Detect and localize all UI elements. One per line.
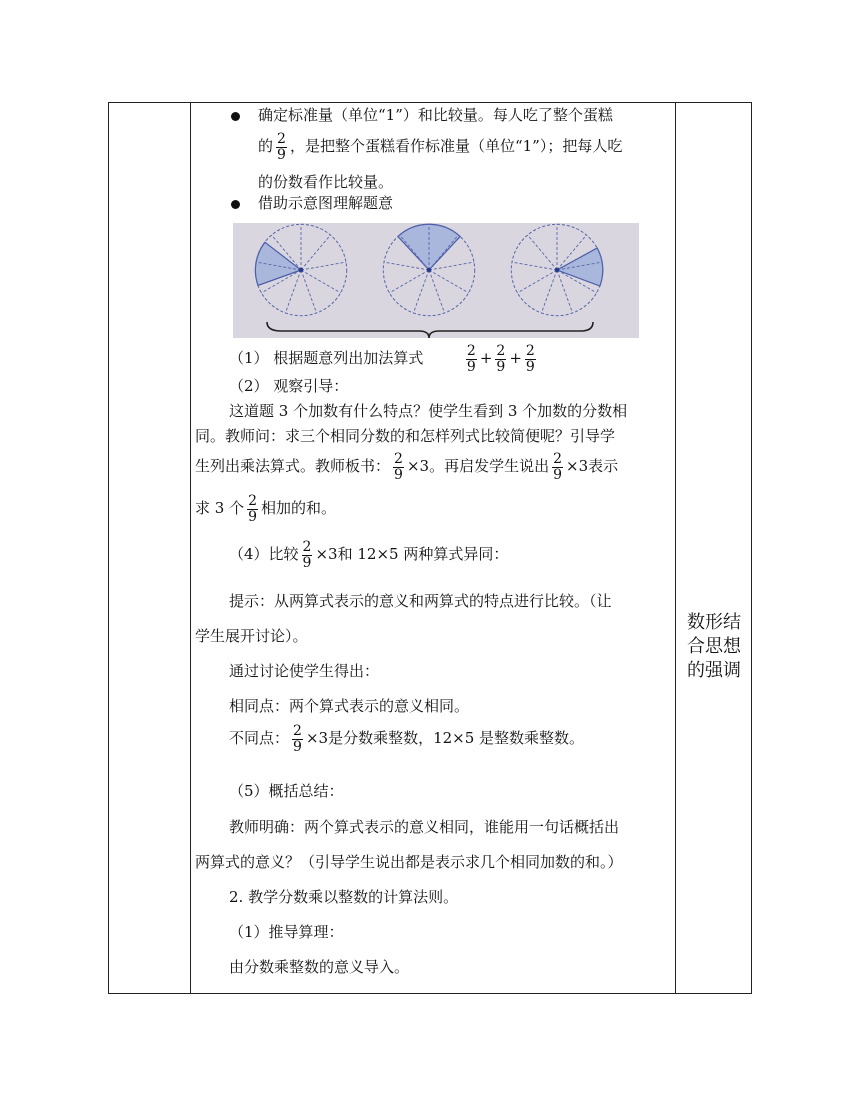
fraction: $\frac{2}{9}$: [553, 450, 562, 483]
step-2: （2） 观察引导：: [229, 377, 349, 395]
side-note-cell: [676, 611, 752, 683]
step-1: （1） 根据题意列出加法算式 $\frac{2}{9}$ + $\frac{2}{9}$ + $\frac{2}{9}$: [229, 342, 535, 375]
pie-circle-3: [511, 224, 603, 315]
summary-line-1: 教师明确：两个算式表示的意义相同，谁能用一句话概括出: [229, 818, 620, 836]
section-2-heading: 2. 教学分数乘以整数的计算法则。: [229, 888, 459, 906]
fraction: $\frac{2}{9}$: [293, 722, 302, 755]
intro-line: 由分数乘整数的意义导入。: [229, 958, 410, 976]
paragraph-line: 生列出乘法算式。教师板书： $\frac{2}{9}$ ×3。再启发学生说出 $\frac{2}{9}$ ×3表示: [195, 450, 619, 483]
step-4: （4）比较 $\frac{2}{9}$ ×3和 12×5 两种算式异同：: [229, 538, 509, 571]
hint-line-1: 提示：从两算式表示的意义和两算式的特点进行比较。（让: [229, 592, 612, 610]
fraction: $\frac{2}{9}$: [496, 342, 506, 375]
bullet-item-1: 确定标准量（单位“1”）和比较量。每人吃了整个蛋糕: [231, 104, 613, 126]
side-note-line: 数形结: [687, 612, 741, 633]
discussion-line: 通过讨论使学生得出：: [229, 662, 380, 680]
fraction: $\frac{2}{9}$: [277, 130, 286, 163]
summary-line-2: 两算式的意义？（引导学生说出都是表示求几个相同加数的和。）: [195, 853, 623, 871]
pie-diagram-photo: [233, 223, 639, 338]
derive-line: （1）推导算理：: [229, 923, 344, 941]
fraction: $\frac{2}{9}$: [525, 342, 535, 375]
diff-point: 不同点： $\frac{2}{9}$ ×3是分数乘整数，12×5 是整数乘整数。: [229, 722, 585, 755]
bullet-item-1-line2: 的 $\frac{2}{9}$ ，是把整个蛋糕看作标准量（单位“1”）；把每人吃: [258, 130, 623, 163]
bullet-item-1-line3: 的份数看作比较量。: [258, 173, 394, 191]
fraction: $\frac{2}{9}$: [394, 450, 403, 483]
hint-line-2: 学生展开讨论）。: [195, 627, 308, 645]
curly-brace: [267, 322, 593, 338]
fraction: $\frac{2}{9}$: [466, 342, 476, 375]
fraction: $\frac{2}{9}$: [248, 492, 258, 525]
paragraph-line: 求 3 个 $\frac{2}{9}$ 相加的和。: [195, 492, 337, 525]
pie-diagram: [233, 223, 639, 338]
lesson-table: [108, 102, 752, 994]
same-point: 相同点：两个算式表示的意义相同。: [229, 697, 470, 715]
step-5: （5）概括总结：: [229, 782, 344, 800]
fraction: $\frac{2}{9}$: [302, 538, 312, 571]
bullet-icon: [231, 112, 240, 121]
paragraph-line: 这道题 3 个加数有什么特点？使学生看到 3 个加数的分数相: [229, 402, 628, 420]
pie-circle-2: [383, 224, 474, 315]
side-note-line: 的强调: [687, 660, 741, 681]
paragraph-line: 同。教师问：求三个相同分数的和怎样列式比较简便呢？引导学: [195, 427, 616, 445]
main-content-cell: [191, 103, 675, 993]
pie-circle-1: [255, 224, 346, 315]
bullet-icon: [231, 200, 240, 209]
column-divider-2: [675, 103, 676, 993]
side-note-line: 合思想: [687, 636, 741, 657]
bullet-item-2: 借助示意图理解题意: [231, 192, 393, 214]
